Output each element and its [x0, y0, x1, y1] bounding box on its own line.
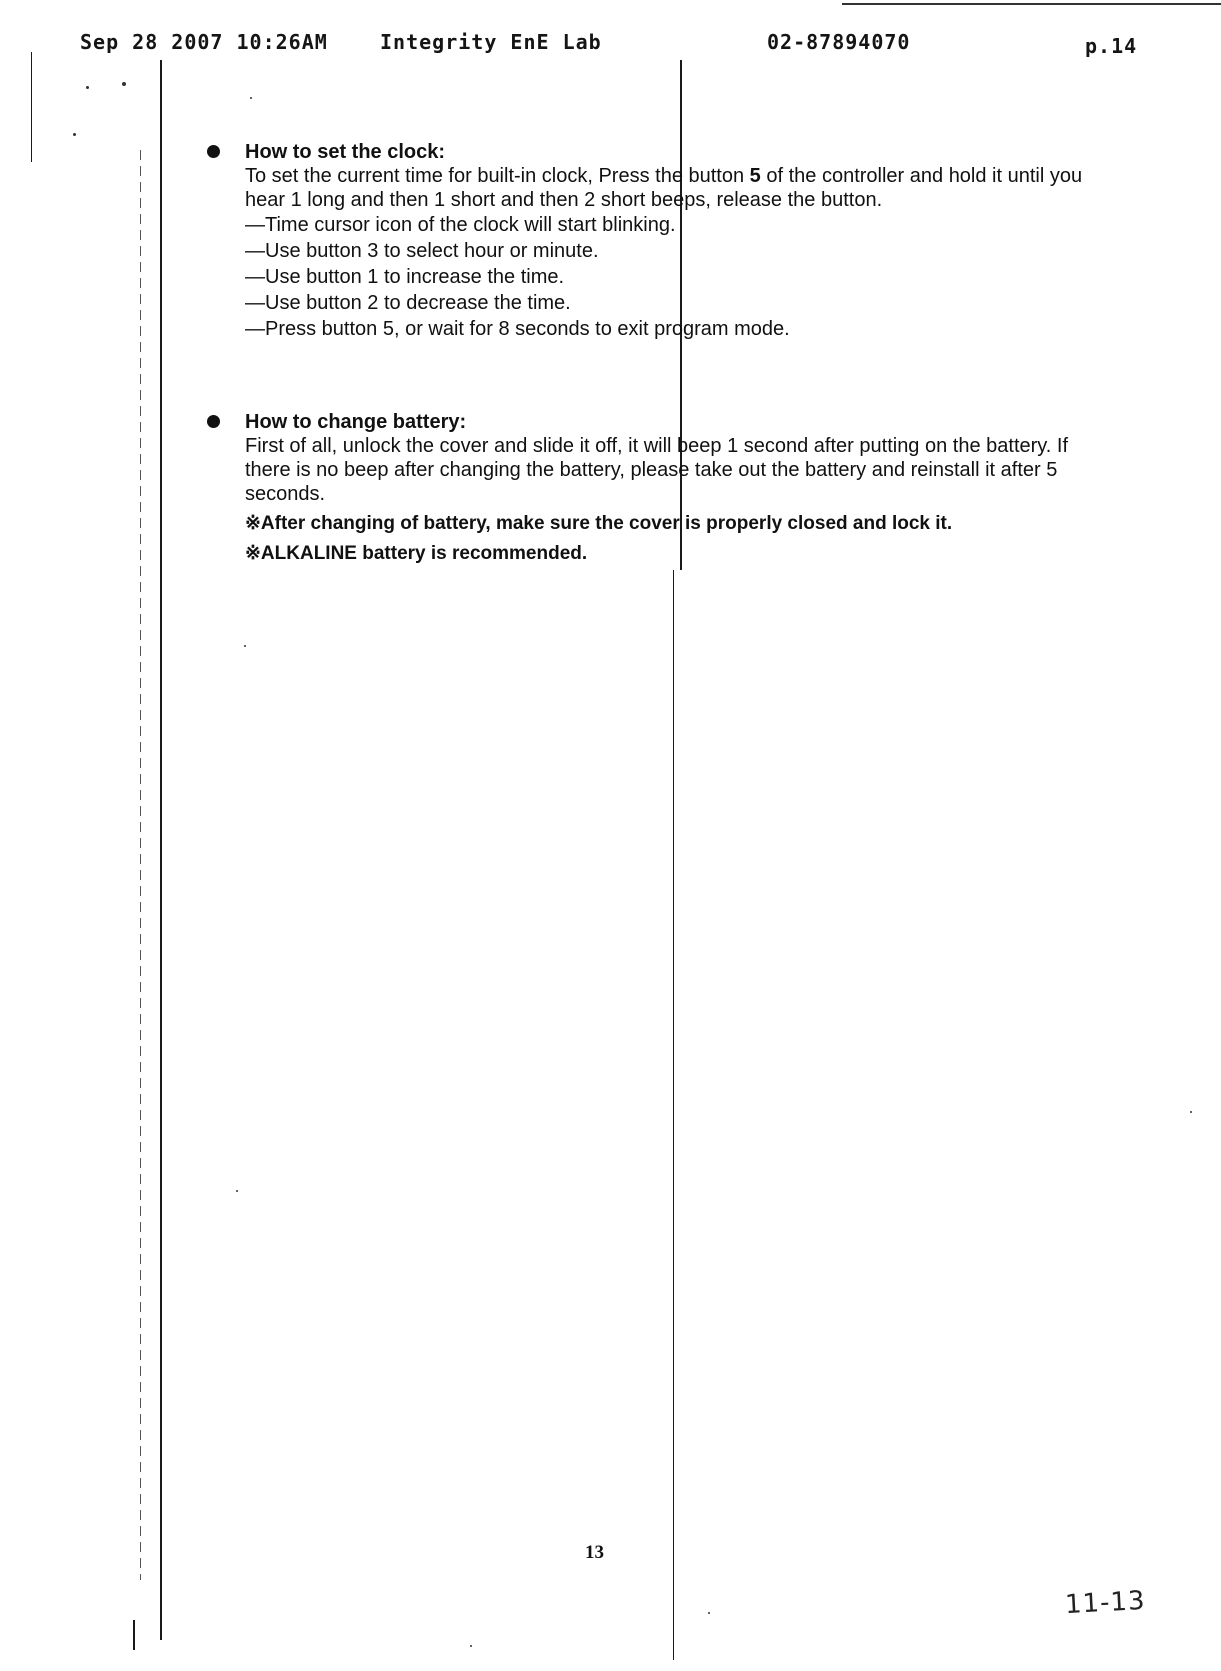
fax-page-number: p.14: [1085, 34, 1138, 58]
step-item: —Use button 3 to select hour or minute.: [245, 240, 599, 262]
section-change-battery: [245, 410, 1105, 566]
step-item: —Use button 1 to increase the time.: [245, 266, 565, 288]
fax-phone: 02-87894070: [767, 30, 911, 54]
section-paragraph: First of all, unlock the cover and slide it off, it will beep 1 second after putting on the battery. If there is no beep after changing the battery, please take out the battery and reinstall it after 5 seconds.: [245, 435, 1069, 505]
fax-date-time: Sep 28 2007 10:26AM: [80, 30, 328, 54]
scan-line-left-dashed: [140, 150, 141, 1580]
scan-speck: [250, 97, 252, 99]
steps-list: [245, 212, 1105, 342]
section-set-clock: [245, 140, 1105, 342]
step-item: —Use button 2 to decrease the time.: [245, 292, 571, 314]
bullet-icon: [207, 415, 220, 428]
step-item: —Time cursor icon of the clock will start blinking.: [245, 214, 676, 236]
scan-speck: [122, 82, 126, 86]
scan-line-left-outer: [31, 52, 32, 162]
scan-speck: [1190, 1111, 1192, 1113]
note-alkaline: ※ALKALINE battery is recommended.: [245, 543, 588, 564]
paragraph-text: of the controller and hold it until you hear 1 long and then 1 short and then 2 short beeps, release the button.: [245, 165, 1083, 211]
paragraph-bold-text: 5: [749, 165, 761, 187]
scan-speck: [244, 645, 246, 647]
scan-speck: [236, 1190, 238, 1192]
step-item: —Press button 5, or wait for 8 seconds to exit program mode.: [245, 318, 790, 340]
note-cover-closed: ※After changing of battery, make sure the cover is properly closed and lock it.: [245, 513, 953, 534]
handwritten-note: 11-13: [1064, 1585, 1147, 1621]
section-title: How to set the clock:: [245, 141, 446, 163]
fax-sender: Integrity EnE Lab: [380, 30, 602, 54]
scan-line-short-bottom: [133, 1620, 135, 1650]
fax-header: [0, 30, 1221, 60]
scan-speck: [708, 1612, 710, 1614]
section-title: How to change battery:: [245, 411, 467, 433]
bullet-icon: [207, 145, 220, 158]
scan-speck: [86, 86, 89, 89]
paragraph-text: To set the current time for built-in clock, Press the button: [245, 165, 750, 187]
scan-line-center-lower: [673, 570, 674, 1660]
section-paragraph: [245, 164, 1105, 212]
scan-speck: [73, 133, 76, 136]
scan-line-left-inner: [160, 60, 162, 1640]
scan-speck: [470, 1645, 472, 1647]
page-number: 13: [585, 1542, 604, 1563]
top-rule: [842, 3, 1221, 5]
